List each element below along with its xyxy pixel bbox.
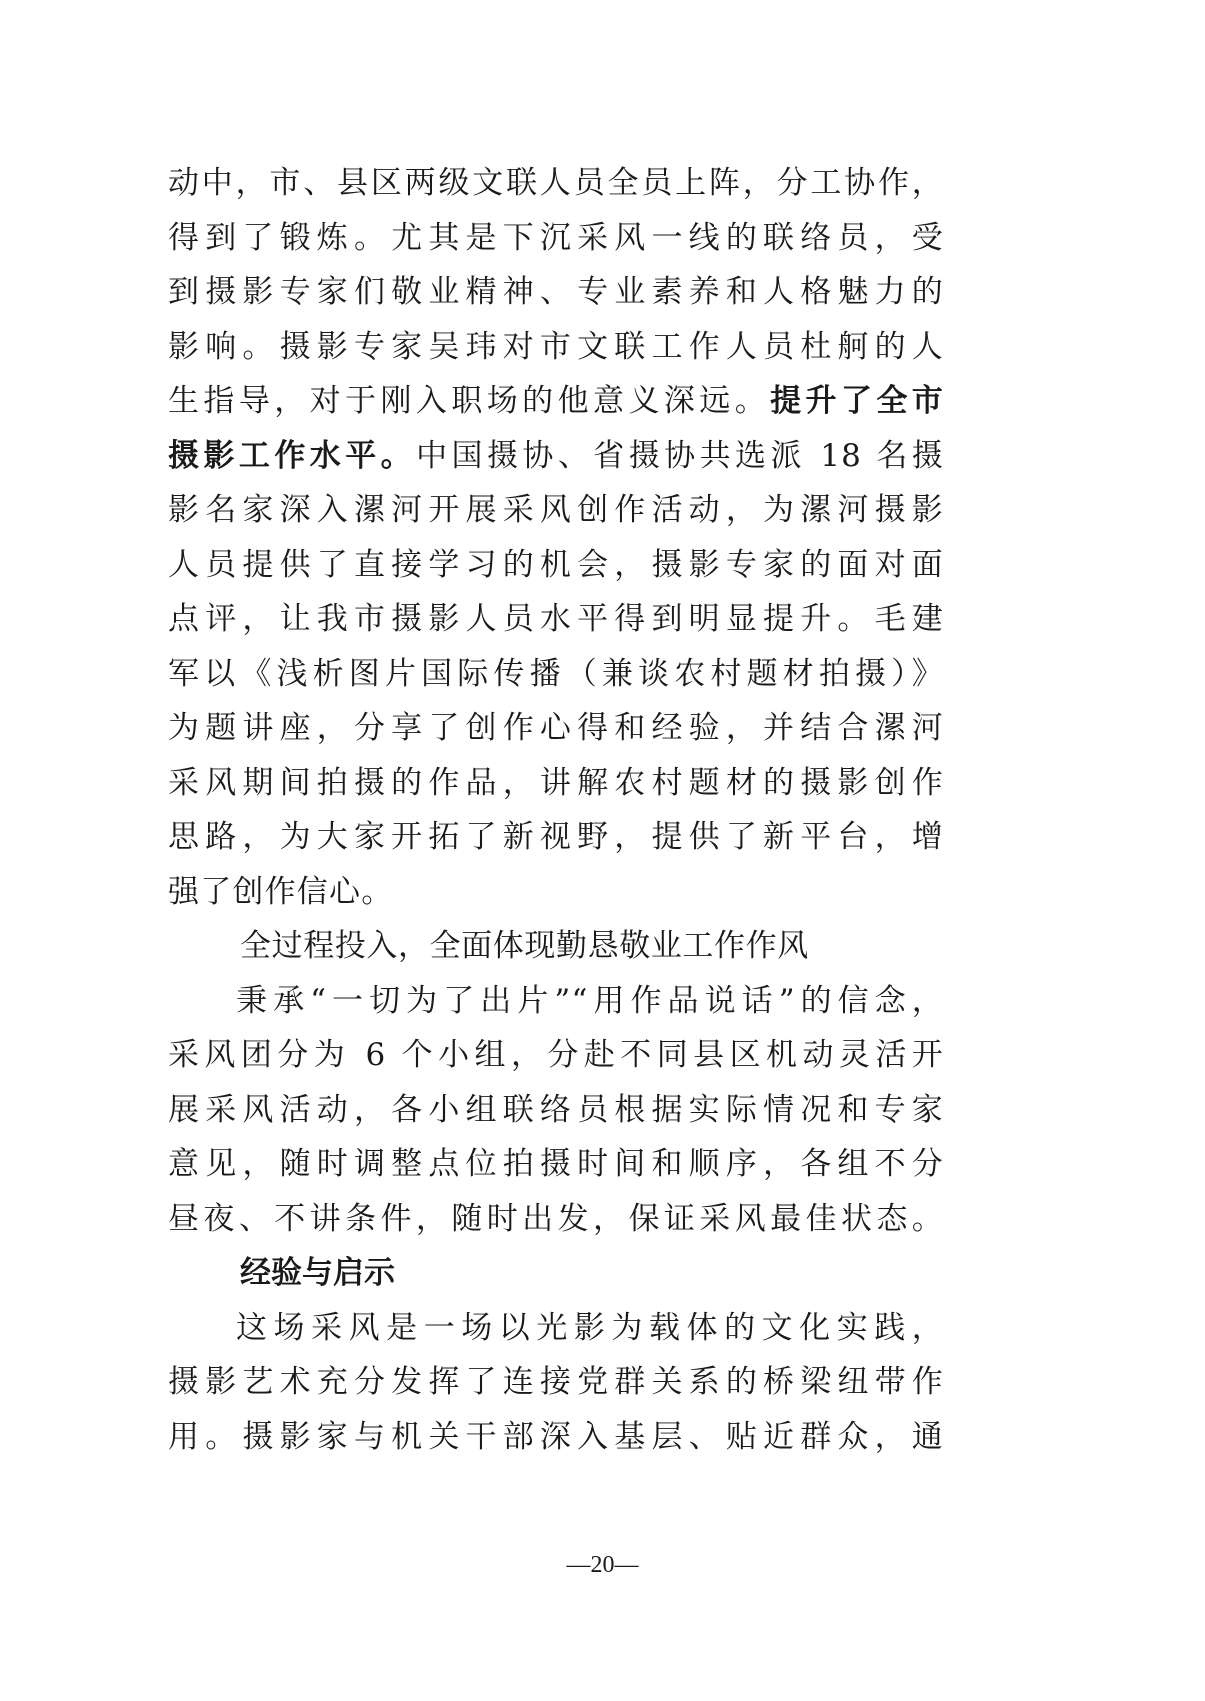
paragraph-line: 采风团分为 6 个小组，分赴不同县区机动灵活开 bbox=[168, 1037, 944, 1073]
section-heading: 全过程投入，全面体现勤恳敬业工作作风 bbox=[240, 928, 809, 964]
paragraph-line: 思路，为大家开拓了新视野，提供了新平台，增 bbox=[168, 819, 944, 855]
paragraph-line: 动中，市、县区两级文联人员全员上阵，分工协作， bbox=[168, 165, 944, 201]
paragraph-line: 到摄影专家们敬业精神、专业素养和人格魅力的 bbox=[168, 274, 944, 310]
paragraph-line: 昼夜、不讲条件，随时出发，保证采风最佳状态。 bbox=[168, 1200, 944, 1237]
bold-emphasis: 摄影工作水平。 bbox=[168, 437, 417, 474]
bold-emphasis: 提升了全市 bbox=[770, 383, 944, 419]
paragraph-text: 中国摄协、省摄协共选派 18 名摄 bbox=[416, 437, 944, 474]
paragraph-line: 这场采风是一场以光影为载体的文化实践， bbox=[236, 1309, 944, 1346]
paragraph-line: 人员提供了直接学习的机会，摄影专家的面对面 bbox=[168, 546, 944, 583]
paragraph-line-mixed bbox=[168, 374, 944, 429]
paragraph-line: 得到了锻炼。尤其是下沉采风一线的联络员，受 bbox=[168, 219, 944, 256]
paragraph-line: 展采风活动，各小组联络员根据实际情况和专家 bbox=[168, 1091, 944, 1128]
body-text bbox=[168, 156, 944, 1464]
paragraph-line: 秉承“一切为了出片”“用作品说话”的信念， bbox=[236, 982, 944, 1019]
paragraph-line: 强了创作信心。 bbox=[168, 873, 394, 910]
paragraph-line: 摄影艺术充分发挥了连接党群关系的桥梁纽带作 bbox=[168, 1364, 944, 1400]
paragraph-line: 采风期间拍摄的作品，讲解农村题材的摄影创作 bbox=[168, 764, 944, 801]
paragraph-line: 为题讲座，分享了创作心得和经验，并结合漯河 bbox=[168, 710, 944, 746]
paragraph-text: 生指导，对于刚入职场的他意义深远。 bbox=[168, 383, 771, 419]
paragraph-line: 点评，让我市摄影人员水平得到明显提升。毛建 bbox=[168, 601, 944, 637]
paragraph-line: 军以《浅析图片国际传播（兼谈农村题材拍摄）》 bbox=[168, 655, 944, 692]
paragraph-line: 用。摄影家与机关干部深入基层、贴近群众，通 bbox=[168, 1418, 944, 1455]
paragraph-line: 影名家深入漯河开展采风创作活动，为漯河摄影 bbox=[168, 492, 944, 528]
section-heading: 经验与启示 bbox=[240, 1255, 395, 1291]
paragraph-line: 意见，随时调整点位拍摄时间和顺序，各组不分 bbox=[168, 1146, 944, 1182]
page-number: —20— bbox=[566, 1552, 639, 1578]
paragraph-line: 影响。摄影专家吴玮对市文联工作人员杜舸的人 bbox=[168, 328, 944, 365]
paragraph-line-mixed bbox=[168, 429, 944, 484]
